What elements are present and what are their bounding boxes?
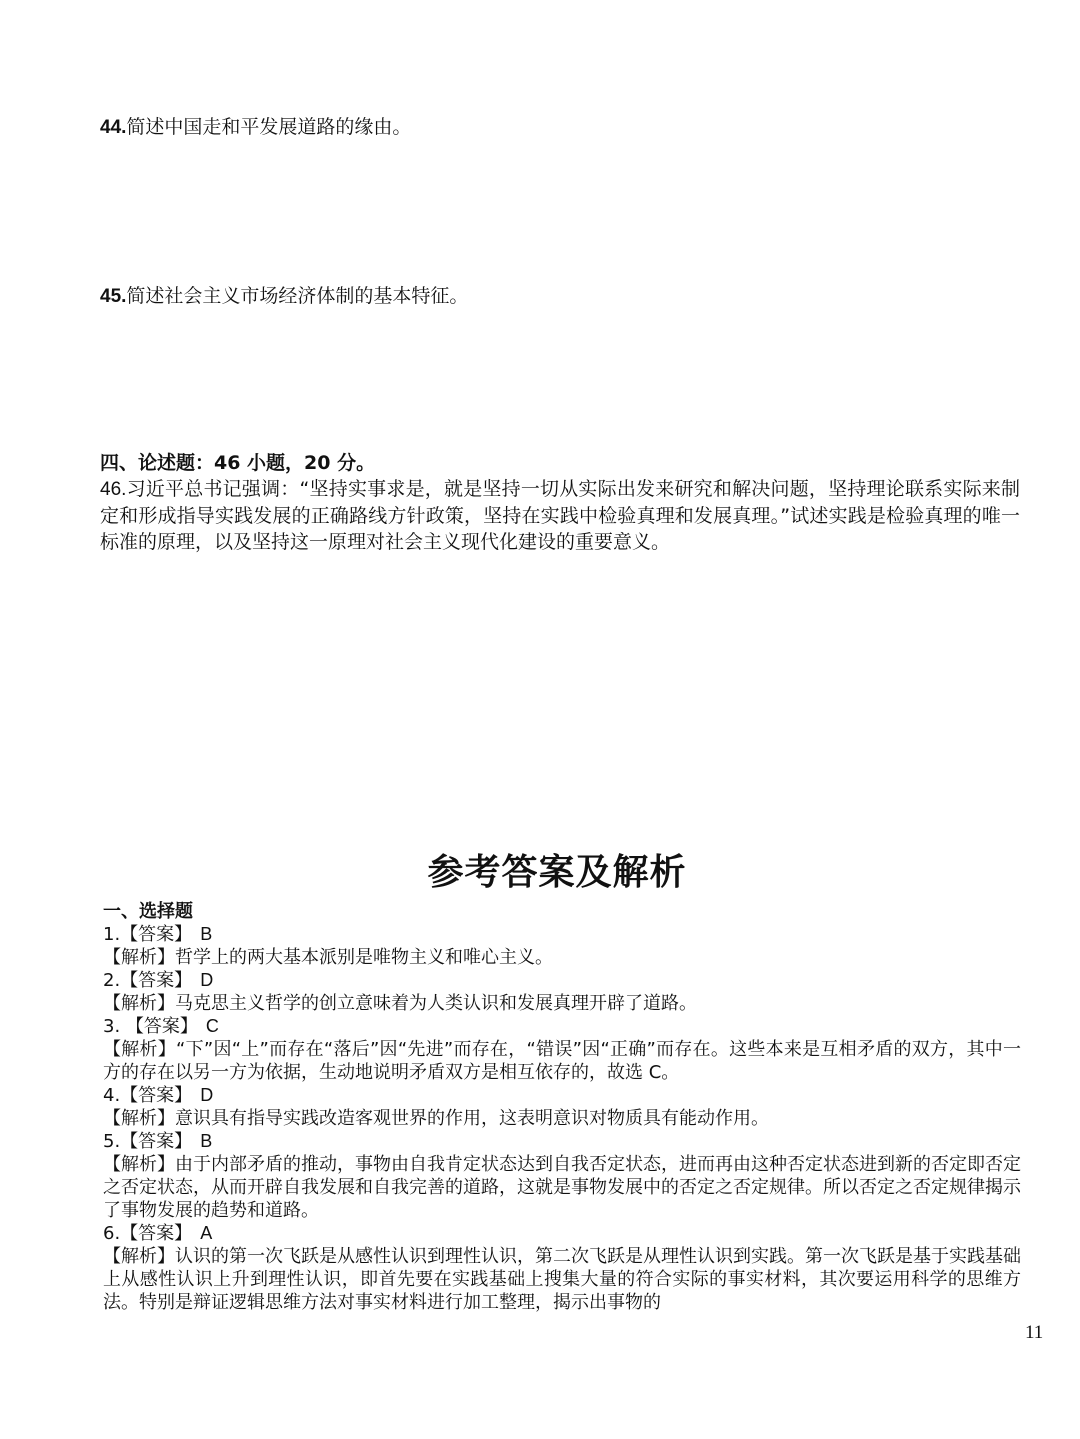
answer-3-label: 3. 【答案】	[103, 1016, 198, 1037]
answer-2-explanation: 【解析】马克思主义哲学的创立意味着为人类认识和发展真理开辟了道路。	[103, 993, 697, 1014]
answer-3-explanation: 【解析】“下”因“上”而存在“落后”因“先进”而存在，“错误”因“正确”而存在。这些本来是互相矛盾的双方，其中一方的存在以另一方为依据，生动地说明矛盾双方是相互依存的，故选 C。	[103, 1039, 1021, 1083]
answer-4-letter: D	[200, 1085, 214, 1105]
answer-2-letter: D	[200, 970, 214, 990]
question-45	[100, 283, 468, 310]
answers-section-heading: 一、选择题	[103, 901, 193, 922]
answer-5-label: 5.【答案】	[103, 1131, 193, 1152]
answer-3	[103, 1015, 1021, 1038]
answer-5-explanation: 【解析】由于内部矛盾的推动，事物由自我肯定状态达到自我否定状态，进而再由这种否定状态进到新的否定即否定之否定状态，从而开辟自我发展和自我完善的道路，这就是事物发展中的否定之否定规律。所以否定之否定规律揭示了事物发展的趋势和道路。	[103, 1154, 1021, 1221]
question-45-number: 45.	[100, 286, 127, 307]
answer-4-explanation: 【解析】意识具有指导实践改造客观世界的作用，这表明意识对物质具有能动作用。	[103, 1108, 769, 1129]
answer-5	[103, 1130, 1021, 1153]
answer-6-explanation: 【解析】认识的第一次飞跃是从感性认识到理性认识，第二次飞跃是从理性认识到实践。第一次飞跃是基于实践基础上从感性认识上升到理性认识，即首先要在实践基础上搜集大量的符合实际的事实材料，其次要运用科学的思维方法。特别是辩证逻辑思维方法对事实材料进行加工整理，揭示出事物的	[103, 1246, 1021, 1313]
answer-1	[103, 923, 1021, 946]
answer-6-letter: A	[200, 1223, 213, 1243]
question-44-number: 44.	[100, 117, 127, 138]
answer-2-label: 2.【答案】	[103, 970, 193, 991]
answer-1-explanation: 【解析】哲学上的两大基本派别是唯物主义和唯心主义。	[103, 947, 553, 968]
answer-6	[103, 1222, 1021, 1245]
answer-4	[103, 1084, 1021, 1107]
question-44-text: 简述中国走和平发展道路的缘由。	[126, 116, 412, 138]
answer-6-label: 6.【答案】	[103, 1223, 193, 1244]
page-number: 11	[1025, 1322, 1044, 1343]
question-45-text: 简述社会主义市场经济体制的基本特征。	[126, 285, 469, 307]
question-46-text: 习近平总书记强调：“坚持实事求是，就是坚持一切从实际出发来研究和解决问题，坚持理论联系实际来制定和形成指导实践发展的正确路线方针政策，坚持在实践中检验真理和发展真理。”试述实践是检验真理的唯一标准的原理，以及坚持这一原理对社会主义现代化建设的重要意义。	[100, 478, 1020, 553]
answer-2	[103, 969, 1021, 992]
answer-5-letter: B	[200, 1131, 213, 1151]
answers-title: 参考答案及解析	[427, 852, 687, 893]
answer-1-letter: B	[200, 924, 213, 944]
essay-section-heading: 四、论述题：46 小题，20 分。	[100, 452, 376, 474]
question-46-number: 46.	[100, 479, 127, 500]
answer-4-label: 4.【答案】	[103, 1085, 193, 1106]
question-46	[100, 476, 1020, 555]
answers-block	[103, 900, 1021, 1314]
answer-1-label: 1.【答案】	[103, 924, 193, 945]
question-44	[100, 114, 411, 141]
answer-3-letter: C	[205, 1016, 219, 1036]
